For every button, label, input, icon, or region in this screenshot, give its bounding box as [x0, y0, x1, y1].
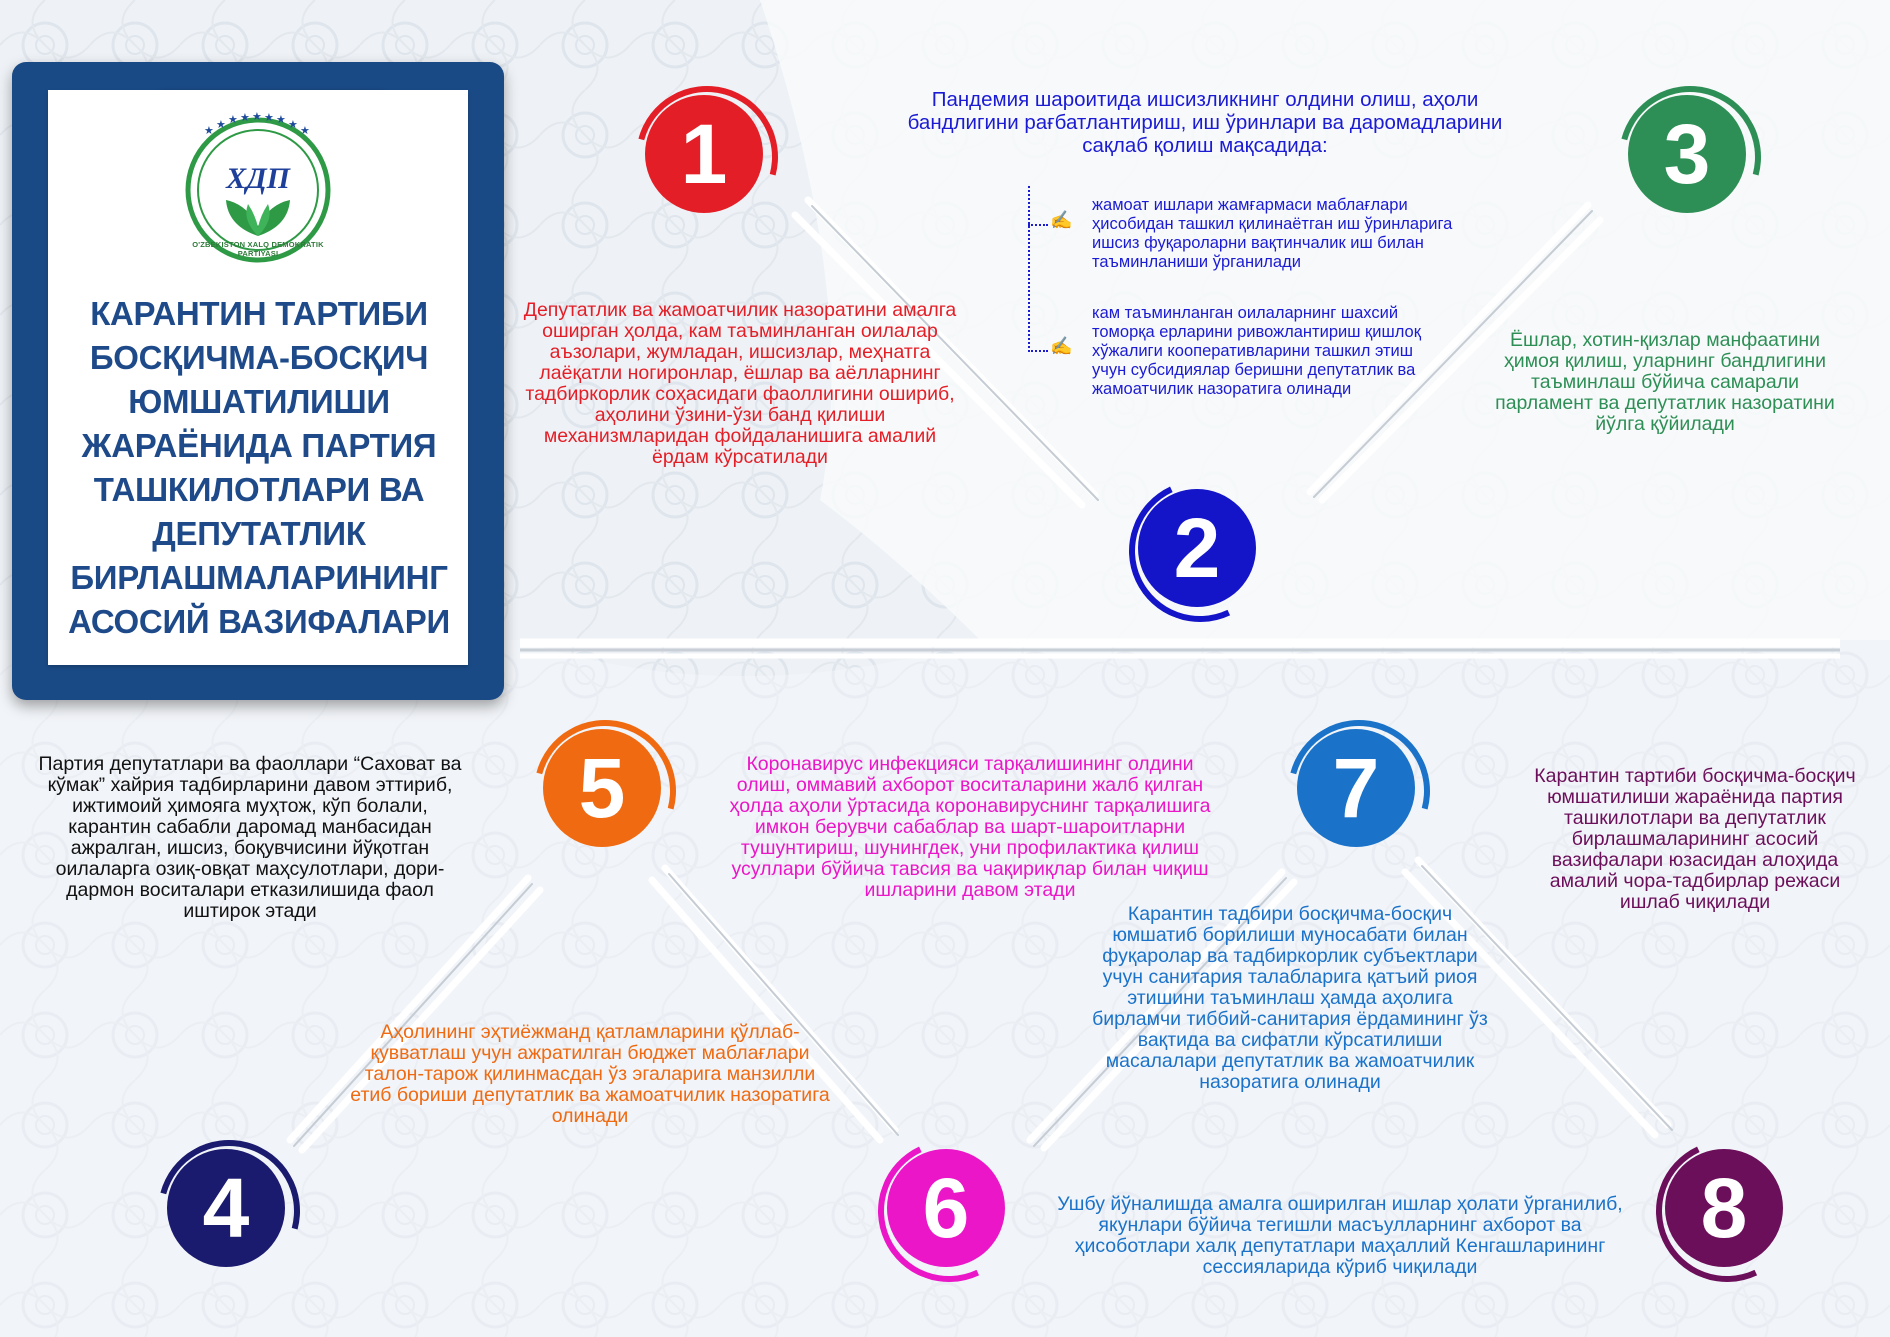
item-3-text: Ёшлар, хотин-қизлар манфаатини ҳимоя қилиш, уларнинг бандлигини таъминлаш бўйича самарали парламент ва депутатлик назоратини йўлга қўйилади — [1495, 329, 1835, 435]
item-5-text: Партия депутатлари ва фаоллари “Саховат ва кўмак” хайрия тадбирларини давом эттириб, ижтимоий ҳимояга муҳтож, кўп болали, карантин сабабли даромад манбасидан ажралган, ишсиз, боқувчисини йўқотган оилаларга озиқ-овқат маҳсулотлари, дори-дармон воситалари етказилишида фаол иштирок этади — [38, 753, 462, 922]
svg-text:★: ★ — [300, 125, 310, 137]
circle-3: 3 — [1628, 95, 1746, 213]
circle-2: 2 — [1138, 489, 1256, 607]
item-2-intro: Пандемия шароитида ишсизликнинг олдини олиш, аҳоли бандлигини рағбатлантириш, иш ўринлари ва даромадларини сақлаб қолиш мақсадида: — [907, 88, 1503, 157]
item-2-bullet-2: кам таъминланган оилаларнинг шахсий томорқа ерларини ривожлантириш қишлоқ хўжалиги кооперативларини ташкил этиш учун субсидиялар беришни депутатлик ва жамоатчилик назоратига олинади — [1092, 304, 1421, 398]
circle-8: 8 — [1665, 1149, 1783, 1267]
svg-text:★: ★ — [252, 111, 262, 123]
circle-4: 4 — [167, 1149, 285, 1267]
item-8a-text: Карантин тартиби босқичма-босқич юмшатилиши жараёнида партия ташкилотлари ва депутатлик бирлашмаларининг асосий вазифалари юзасидан алоҳида амалий чора-тадбирлар режаси ишлаб чиқилади — [1534, 765, 1856, 913]
circle-7: 7 — [1297, 729, 1415, 847]
svg-text:★: ★ — [228, 114, 238, 126]
svg-text:★: ★ — [288, 119, 298, 131]
bullet-connector-h2 — [1028, 350, 1048, 352]
circle-5: 5 — [543, 729, 661, 847]
item-6-text: Коронавирус инфекцияси тарқалишининг олдини олиш, оммавий ахборот воситаларини жалб қилган ҳолда аҳоли ўртасида коронавируснинг тарқалишига имкон берувчи сабаблар ва шарт-шароитларни тушунтириш, шунингдек, уни профилактика қилиш усуллари бўйича тавсия ва чақириқлар билан чиқиш ишларини давом этади — [729, 753, 1211, 901]
logo-ring-text: O'ZBEKISTON XALQ DEMOKRATIK PARTIYASI — [192, 240, 324, 258]
item-2-bullet-1: жамоат ишлари жамғармаси маблағлари ҳисобидан ташкил қилинаётган иш ўринларига ишсиз фуқароларни вақтинчалик иш билан таъминланиши ўрганилади — [1092, 196, 1453, 271]
svg-text:★: ★ — [276, 114, 286, 126]
item-8b-text: Ушбу йўналишда амалга оширилган ишлар ҳолати ўрганилиб, якунлари бўйича тегишли масъулларнинг ахборот ва ҳисоботлари халқ депутатлари маҳаллий Кенгашларининг сессияларида кўриб чиқилади — [1057, 1193, 1623, 1278]
bullet-connector — [1028, 186, 1030, 352]
svg-text:★: ★ — [264, 112, 274, 124]
writing-hand-icon: ✍ — [1050, 336, 1073, 356]
logo-abbr: ХДП — [226, 162, 290, 195]
svg-text:★: ★ — [240, 112, 250, 124]
writing-hand-icon: ✍ — [1050, 210, 1073, 230]
main-title: КАРАНТИН ТАРТИБИ БОСҚИЧМА-БОСҚИЧ ЮМШАТИЛИШИ ЖАРАЁНИДА ПАРТИЯ ТАШКИЛОТЛАРИ ВА ДЕПУТАТЛИК БИРЛАШМАЛАРИНИНГ АСОСИЙ ВАЗИФАЛАРИ — [68, 295, 450, 640]
bullet-connector-h1 — [1028, 224, 1048, 226]
item-1-text: Депутатлик ва жамоатчилик назоратини амалга оширган ҳолда, кам таъминланган оилалар аъзолари, жумладан, ишсизлар, меҳнатга лаёқатли ногиронлар, ёшлар ва аёлларнинг тадбиркорлик соҳасидаги фаоллигини ошириб, аҳолини ўзини-ўзи банд қилиши механизмларидан фойдаланишига амалий ёрдам кўрсатилади — [523, 299, 957, 468]
item-4-text: Аҳолининг эҳтиёжманд қатламларини қўллаб-қувватлаш учун ажратилган бюджет маблағлари талон-тарож қилинмасдан ўз эгаларига манзилли етиб бориши депутатлик ва жамоатчилик назоратига олинади — [350, 1021, 830, 1127]
svg-text:★: ★ — [204, 125, 214, 137]
svg-text:★: ★ — [216, 119, 226, 131]
circle-6: 6 — [887, 1149, 1005, 1267]
circle-1: 1 — [645, 95, 763, 213]
item-7-text: Карантин тадбири босқичма-босқич юмшатиб борилиши муносабати билан фуқаролар ва тадбиркорлик субъектлари учун санитария талабларига қатъий риоя этишини таъминлаш ҳамда аҳолига бирламчи тиббий-санитария ёрдамининг ўз вақтида ва сифатли кўрсатилиши масалалари депутатлик ва жамоатчилик назоратига олинади — [1092, 903, 1488, 1093]
